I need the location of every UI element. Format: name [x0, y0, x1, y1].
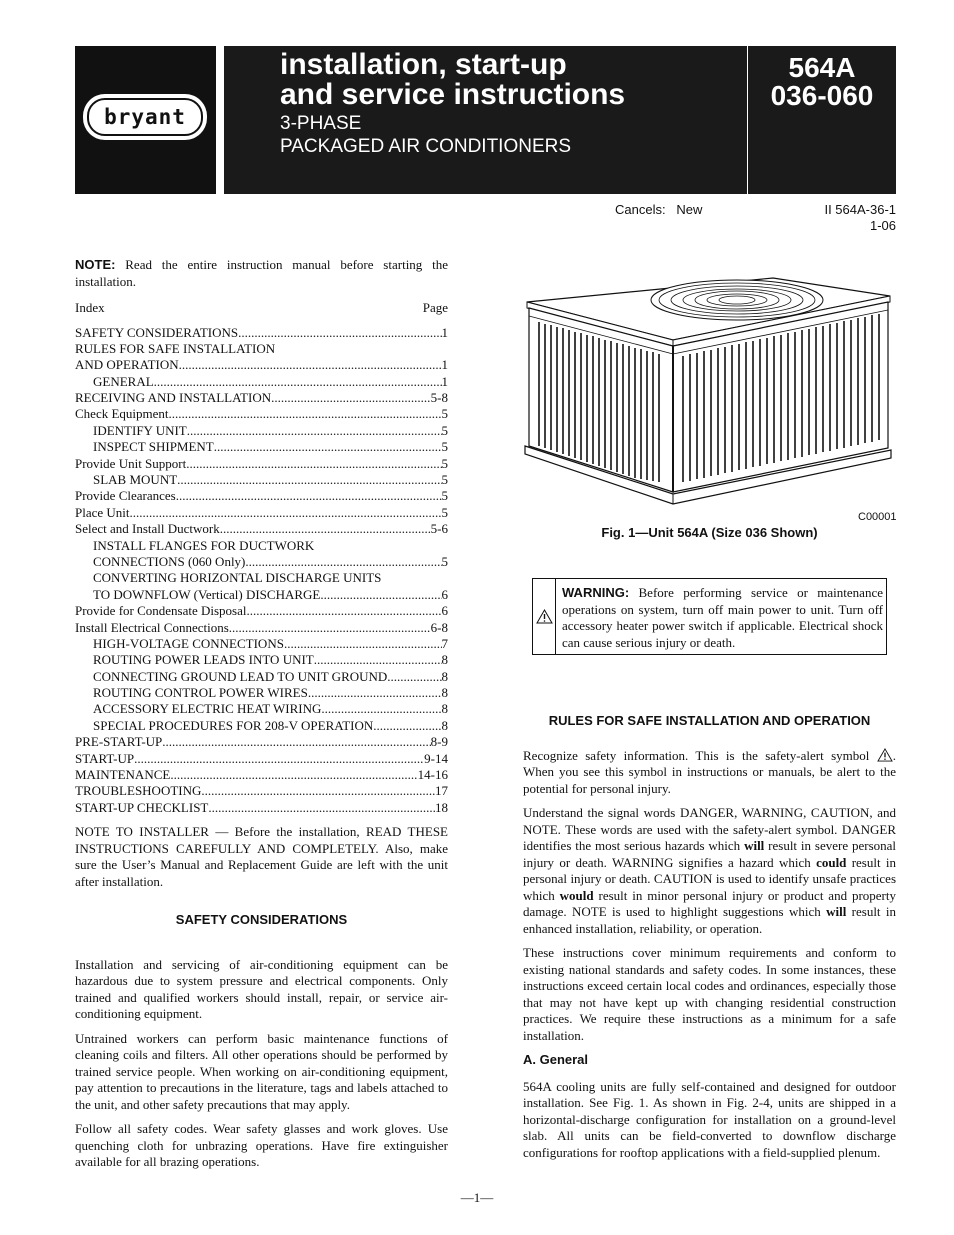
toc-leader-dots: [154, 374, 442, 390]
toc-entry-page: 5: [441, 504, 448, 520]
toc-entry-page: 5: [441, 553, 448, 569]
cancels-value: New: [676, 202, 703, 217]
toc-leader-dots: [176, 488, 442, 504]
toc-entry-label: Install Electrical Connections: [75, 619, 229, 635]
rules-p2-f: would: [559, 887, 594, 903]
toc-leader-dots: [373, 718, 441, 734]
page-label: Page: [422, 300, 448, 315]
toc-leader-dots: [169, 406, 442, 422]
toc-leader-dots: [229, 620, 431, 636]
toc-leader-dots: [134, 751, 424, 767]
toc-leader-dots: [220, 521, 431, 537]
toc-entry-page: 14-16: [417, 767, 448, 783]
toc-leader-dots: [201, 783, 435, 799]
toc-leader-dots: [214, 439, 442, 455]
toc-entry: CONVERTING HORIZONTAL DISCHARGE UNITS: [93, 570, 382, 586]
subtitle-line-2: PACKAGED AIR CONDITIONERS: [280, 136, 572, 157]
toc-entry-label: ACCESSORY ELECTRIC HEAT WIRING: [93, 701, 322, 717]
subtitle-line-1: 3-PHASE: [280, 113, 362, 134]
cancels-line: [615, 202, 702, 217]
model-line-2: 036-060: [770, 80, 874, 111]
right-column: [523, 713, 896, 1169]
toc-entry-label: Place Unit: [75, 504, 130, 520]
toc-leader-dots: [238, 325, 441, 341]
bryant-logo: [83, 94, 207, 140]
rules-p2-d: could: [816, 854, 847, 870]
toc-entry: [75, 390, 448, 406]
toc-entry: [75, 406, 448, 422]
rules-p2-i: result in enhanced installation, reliability, or operation.: [523, 904, 896, 936]
toc-entry: [75, 505, 448, 521]
installer-note: NOTE TO INSTALLER — Before the installation, READ THESE INSTRUCTIONS CAREFULLY AND COMPLETELY. Also, make sure the User’s Manual and Replacement Guide are left with the unit after installation.: [75, 824, 448, 889]
toc-entry-label: TROUBLESHOOTING: [75, 783, 202, 799]
toc-leader-dots: [179, 357, 442, 373]
toc-entry: [75, 374, 448, 390]
toc-entry-label: PRE-START-UP: [75, 734, 163, 750]
figure-caption: Fig. 1—Unit 564A (Size 036 Shown): [601, 525, 818, 540]
rules-p2-c: result in severe personal injury or death. WARNING signifies a hazard which: [523, 838, 897, 870]
rules-paragraph-2: [523, 805, 896, 937]
toc-entry-label: MAINTENANCE: [75, 767, 171, 783]
toc-entry-label: ROUTING POWER LEADS INTO UNIT: [93, 652, 314, 668]
safety-heading: SAFETY CONSIDERATIONS: [175, 912, 348, 928]
toc-entry-label: Provide for Condensate Disposal: [75, 603, 247, 619]
figure-code: C00001: [858, 511, 897, 523]
toc-entry-label: SAFETY CONSIDERATIONS: [75, 324, 239, 340]
rules-p1-text-a: Recognize safety information. This is the safety-alert symbol: [523, 747, 877, 763]
document-subtitle: [280, 112, 571, 158]
general-paragraph: 564A cooling units are fully self-contained and designed for outdoor installation. See Fig. 1. As shown in Fig. 2-4, units are shipped in a horizontal-discharge configuration for installation on a ground-level slab. All units can be field-converted to downflow discharge configurations for rooftop applications with a field-supplied plenum.: [523, 1078, 896, 1160]
safety-paragraph-1: Installation and servicing of air-conditioning equipment can be hazardous due to system pressure and electrical components. Only trained and qualified workers should install, repair, or service air-conditioning equipment.: [75, 956, 448, 1022]
toc-entry-label: INSPECT SHIPMENT: [93, 439, 214, 455]
toc-leader-dots: [308, 685, 442, 701]
safety-alert-icon: [536, 609, 553, 624]
toc-entry-page: 18: [435, 799, 448, 815]
toc-entry-label: GENERAL: [93, 373, 154, 389]
toc-entry-label: TO DOWNFLOW (Vertical) DISCHARGE: [93, 586, 321, 602]
toc-entry: RULES FOR SAFE INSTALLATION: [75, 340, 276, 356]
toc-entry: [75, 587, 448, 603]
toc-leader-dots: [284, 636, 442, 652]
unit-illustration: [515, 270, 900, 530]
toc-entry: [75, 472, 448, 488]
toc-entry-page: 1: [441, 373, 448, 389]
toc-entry-label: Provide Unit Support: [75, 455, 187, 471]
toc-entry-page: 1: [441, 324, 448, 340]
toc-leader-dots: [321, 701, 441, 717]
toc-entry-label: Provide Clearances: [75, 488, 176, 504]
rules-p1-text-b: . When you see this symbol in instructions or manuals, be alert to the potential for personal injury.: [523, 747, 896, 796]
toc-leader-dots: [387, 669, 441, 685]
warning-body: Before performing service or maintenance operations on system, turn off main power to unit. Turn off accessory heater power switch if applicable. Electrical shock can cause serious injury or death.: [562, 585, 883, 650]
document-title: [280, 50, 625, 110]
toc-entry-label: START-UP: [75, 750, 135, 766]
toc-entry-page: 6: [441, 586, 448, 602]
table-of-contents: [75, 325, 448, 817]
toc-entry-page: 5: [441, 488, 448, 504]
note-paragraph: [75, 257, 448, 290]
document-id: [796, 202, 896, 234]
doc-number: II 564A-36-1: [824, 202, 896, 217]
toc-entry-page: 1: [441, 357, 448, 373]
toc-entry: [75, 783, 448, 799]
toc-entry-label: CONNECTING GROUND LEAD TO UNIT GROUND: [93, 668, 388, 684]
left-column: [75, 257, 448, 1179]
toc-entry: [75, 325, 448, 341]
toc-entry: [75, 800, 448, 816]
toc-entry-label: START-UP CHECKLIST: [75, 799, 209, 815]
toc-entry-label: CONNECTIONS (060 Only): [93, 553, 246, 569]
toc-entry-page: 5-8: [430, 390, 448, 406]
rules-heading: RULES FOR SAFE INSTALLATION AND OPERATION: [548, 713, 871, 728]
toc-entry: [75, 456, 448, 472]
toc-entry-page: 5: [441, 472, 448, 488]
toc-entry-page: 5-6: [430, 521, 448, 537]
toc-entry-label: AND OPERATION: [75, 357, 179, 373]
model-line-1: 564A: [788, 52, 856, 83]
toc-entry-label: SLAB MOUNT: [93, 472, 178, 488]
toc-entry: [75, 357, 448, 373]
inline-safety-alert-icon: [877, 748, 893, 762]
logo-text: bryant: [104, 105, 186, 129]
toc-entry-page: 8: [441, 685, 448, 701]
toc-leader-dots: [177, 472, 441, 488]
toc-entry-label: ROUTING CONTROL POWER WIRES: [93, 685, 308, 701]
toc-entry-page: 8: [441, 701, 448, 717]
note-text: Read the entire instruction manual before starting the installation.: [75, 257, 448, 289]
toc-entry: [75, 718, 448, 734]
model-number-panel: [748, 46, 896, 194]
toc-entry-page: 6-8: [430, 619, 448, 635]
title-line-1: installation, start-up: [280, 48, 567, 81]
safety-paragraph-2: Untrained workers can perform basic maintenance functions of cleaning coils and filters. All other operations should be performed by trained service people. When working on air-conditioning equipment, pay attention to precautions in the literature, tags and labels attached to the unit, and other safety precautions that may apply.: [75, 1030, 448, 1112]
title-banner: [224, 46, 747, 194]
toc-leader-dots: [162, 734, 430, 750]
doc-date: 1-06: [869, 218, 896, 233]
toc-leader-dots: [186, 456, 441, 472]
toc-entry-page: 9-14: [424, 750, 448, 766]
toc-entry: [75, 652, 448, 668]
toc-entry-page: 5: [441, 455, 448, 471]
toc-entry-label: SPECIAL PROCEDURES FOR 208-V OPERATION: [93, 717, 374, 733]
warning-icon-cell: [533, 579, 556, 654]
warning-label: WARNING:: [562, 585, 630, 600]
cancels-label: Cancels:: [615, 202, 666, 217]
index-label: Index: [75, 300, 105, 315]
toc-entry-label: Check Equipment: [75, 406, 169, 422]
toc-entry: [75, 767, 448, 783]
index-header: [75, 300, 448, 317]
toc-entry-page: 8-9: [430, 734, 448, 750]
toc-entry: [75, 751, 448, 767]
toc-leader-dots: [245, 554, 441, 570]
title-line-2: and service instructions: [280, 78, 626, 111]
toc-leader-dots: [314, 652, 442, 668]
toc-leader-dots: [208, 800, 435, 816]
toc-entry: [75, 423, 448, 439]
toc-entry-page: 8: [441, 668, 448, 684]
general-heading: A. General: [523, 1052, 589, 1067]
toc-leader-dots: [130, 505, 442, 521]
rules-p2-a: Understand the signal words DANGER, WARNING, CAUTION, and NOTE. These words are used with the safety-alert symbol. DANGER identifies the most serious hazards which: [523, 805, 896, 853]
warning-box: [532, 578, 887, 655]
toc-leader-dots: [187, 423, 442, 439]
toc-entry: [75, 636, 448, 652]
toc-entry-label: IDENTIFY UNIT: [93, 422, 187, 438]
toc-entry-page: 7: [441, 635, 448, 651]
rules-paragraph-1: [523, 748, 896, 798]
toc-entry: [75, 521, 448, 537]
toc-entry-page: 5: [441, 406, 448, 422]
toc-leader-dots: [320, 587, 441, 603]
page-number: —1—: [460, 1190, 494, 1205]
toc-entry-page: 17: [435, 783, 448, 799]
toc-entry-page: 8: [441, 717, 448, 733]
toc-leader-dots: [170, 767, 417, 783]
toc-entry: [75, 603, 448, 619]
toc-entry: [75, 620, 448, 636]
toc-leader-dots: [271, 390, 431, 406]
warning-text: [556, 579, 886, 654]
toc-entry-label: Select and Install Ductwork: [75, 521, 220, 537]
toc-entry-label: HIGH-VOLTAGE CONNECTIONS: [93, 635, 284, 651]
toc-entry-page: 6: [441, 603, 448, 619]
note-label: NOTE:: [75, 257, 116, 272]
toc-entry-page: 5: [441, 422, 448, 438]
toc-entry: [75, 439, 448, 455]
toc-entry-label: RECEIVING AND INSTALLATION: [75, 390, 272, 406]
toc-entry-page: 5: [441, 439, 448, 455]
toc-leader-dots: [247, 603, 442, 619]
toc-entry: [75, 669, 448, 685]
toc-entry: [75, 488, 448, 504]
toc-entry: [75, 685, 448, 701]
toc-entry-page: 8: [441, 652, 448, 668]
toc-entry: [75, 701, 448, 717]
rules-p2-h: will: [826, 904, 847, 919]
logo-panel: [75, 46, 216, 194]
toc-entry: INSTALL FLANGES FOR DUCTWORK: [93, 537, 315, 553]
toc-entry: [75, 734, 448, 750]
rules-paragraph-3: These instructions cover minimum requirements and conform to existing national standards and safety codes. In some instances, these instructions exceed certain local codes and ordinances, especially those that may not have kept up with changing residential construction practices. We require these instructions as a minimum for a safe installation.: [523, 945, 896, 1043]
rules-p2-g: result in minor personal injury or product and property damage. NOTE is used to highlight suggestions which: [523, 887, 896, 919]
rules-p2-e: result in personal injury or death. CAUTION is used to identify unsafe practices which: [523, 854, 896, 903]
rules-p2-b: will: [744, 838, 765, 853]
safety-paragraph-3: Follow all safety codes. Wear safety glasses and work gloves. Use quenching cloth for unbrazing operations. Have fire extinguisher available for all brazing operations.: [75, 1121, 448, 1170]
toc-entry: [75, 554, 448, 570]
